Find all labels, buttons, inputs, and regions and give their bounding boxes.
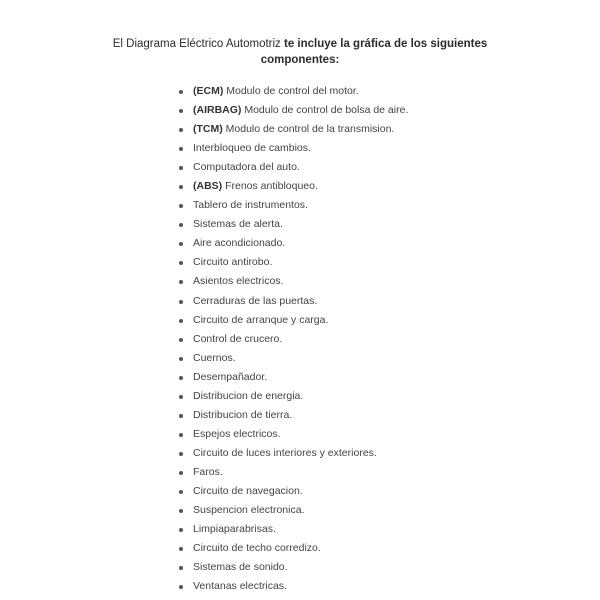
list-item: [176, 387, 408, 406]
list-item-text: Faros.: [193, 465, 223, 478]
bullet-icon: [179, 452, 183, 456]
list-item: [176, 482, 408, 501]
list-item: [176, 444, 408, 463]
bullet-icon: [179, 90, 183, 94]
list-item: [176, 577, 408, 596]
bullet-icon: [179, 147, 183, 151]
list-item-text: Circuito de techo corredizo.: [193, 542, 321, 555]
bullet-icon: [179, 319, 183, 323]
list-item: [176, 425, 408, 444]
list-item: [176, 311, 408, 330]
list-item: [176, 82, 408, 101]
list-item-text: Cerraduras de las puertas.: [193, 294, 318, 307]
list-item: [176, 558, 408, 577]
list-item-code: (AIRBAG): [193, 104, 242, 117]
heading-intro: El Diagrama Eléctrico Automotriz: [112, 38, 281, 50]
bullet-icon: [179, 547, 183, 551]
list-item: [176, 139, 408, 158]
bullet-icon: [179, 109, 183, 113]
list-item-text: Distribucion de tierra.: [193, 408, 293, 421]
bullet-icon: [179, 204, 183, 208]
list-item: [176, 349, 408, 368]
list-item-text: Espejos electricos.: [193, 427, 281, 440]
heading-line-1: [0, 36, 600, 52]
list-item: [176, 292, 408, 311]
list-item-text: Frenos antibloqueo.: [222, 180, 318, 193]
bullet-icon: [179, 357, 183, 361]
bullet-icon: [179, 166, 183, 170]
list-item: [176, 272, 408, 291]
bullet-icon: [179, 585, 183, 589]
heading-line-2: componentes:: [260, 54, 340, 66]
list-item: [176, 234, 408, 253]
document-heading: [0, 36, 600, 68]
list-item-text: Desempañador.: [193, 370, 268, 383]
list-item-code: (ABS): [193, 180, 223, 193]
bullet-icon: [179, 338, 183, 342]
list-item: [176, 501, 408, 520]
list-item: [176, 520, 408, 539]
bullet-icon: [179, 433, 183, 437]
list-item-code: (ECM): [193, 85, 224, 97]
bullet-icon: [179, 471, 183, 475]
list-item-text: Sistemas de alerta.: [193, 218, 283, 231]
component-list: [176, 82, 408, 596]
list-item: [176, 539, 408, 558]
bullet-icon: [179, 376, 183, 380]
list-item-text: Asientos electricos.: [193, 275, 284, 288]
list-item: [176, 463, 408, 482]
list-item-text: Modulo de control del motor.: [223, 85, 359, 97]
list-item: [176, 101, 408, 120]
list-item-text: Computadora del auto.: [193, 161, 300, 174]
bullet-icon: [179, 490, 183, 494]
list-item: [176, 368, 408, 387]
list-item: [176, 158, 408, 177]
bullet-icon: [179, 528, 183, 532]
bullet-icon: [179, 185, 183, 189]
list-item-text: Modulo de control de la transmision.: [222, 123, 395, 136]
list-item-code: (TCM): [193, 123, 223, 136]
list-item: [176, 253, 408, 272]
list-item-text: Distribucion de energia.: [193, 389, 304, 402]
bullet-icon: [179, 509, 183, 513]
bullet-icon: [179, 242, 183, 246]
list-item-text: Interbloqueo de cambios.: [193, 142, 311, 155]
bullet-icon: [179, 280, 183, 284]
list-item-text: Cuernos.: [193, 351, 236, 364]
list-item-text: Sistemas de sonido.: [193, 561, 288, 574]
bullet-icon: [179, 566, 183, 570]
list-item-text: Circuito de luces interiores y exteriores.: [193, 446, 377, 459]
list-item-text: Limpiaparabrisas.: [193, 523, 276, 536]
list-item-text: Tablero de instrumentos.: [193, 199, 308, 212]
list-item-text: Suspencion electronica.: [193, 504, 305, 517]
list-item-text: Aire acondicionado.: [193, 237, 286, 250]
list-item: [176, 120, 408, 139]
list-item-text: Control de crucero.: [193, 332, 283, 345]
bullet-icon: [179, 300, 183, 304]
list-item: [176, 177, 408, 196]
list-item-text: Circuito antirobo.: [193, 256, 273, 269]
list-item: [176, 406, 408, 425]
list-item: [176, 330, 408, 349]
list-item-text: Circuito de navegacion.: [193, 484, 303, 497]
list-item: [176, 196, 408, 215]
bullet-icon: [179, 223, 183, 227]
list-item-text: Modulo de control de bolsa de aire.: [241, 104, 409, 117]
list-item-text: Circuito de arranque y carga.: [193, 313, 329, 326]
bullet-icon: [179, 128, 183, 132]
list-item: [176, 215, 408, 234]
bullet-icon: [179, 414, 183, 418]
bullet-icon: [179, 395, 183, 399]
list-item-text: Ventanas electricas.: [193, 580, 287, 593]
heading-bold-part: te incluye la gráfica de los siguientes: [284, 38, 488, 50]
bullet-icon: [179, 261, 183, 265]
